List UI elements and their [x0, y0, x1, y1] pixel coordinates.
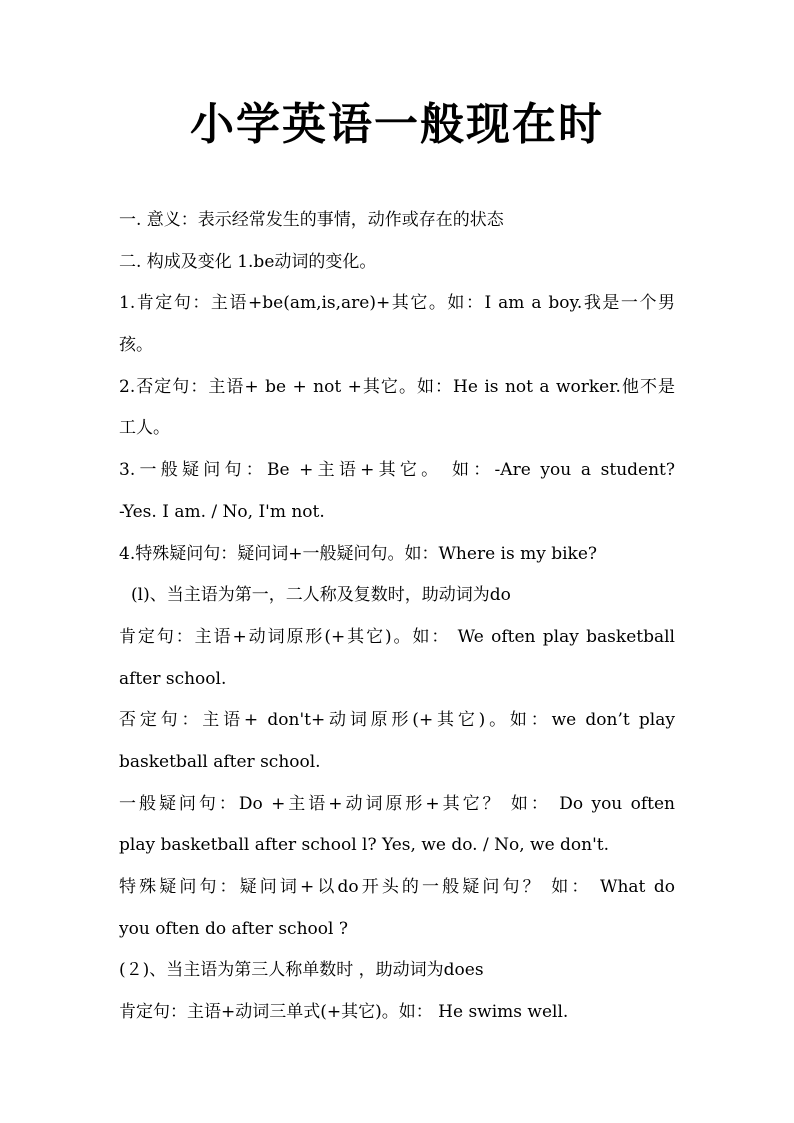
- structure-heading-line: 二. 构成及变化 1.be动词的变化。: [119, 251, 377, 272]
- special-question-do-line: 特殊疑问句：疑问词+以do开头的一般疑问句？ 如： What do: [119, 877, 675, 897]
- affirmative-does-line: 肯定句：主语+动词三单式(+其它)。如： He swims well.: [119, 1002, 569, 1023]
- special-question-be-line: 4.特殊疑问句：疑问词+一般疑问句。如：Where is my bike?: [119, 543, 598, 564]
- general-question-be-answer-line: -Yes. I am. / No, I'm not.: [119, 501, 325, 522]
- negative-be-line: 2.否定句：主语+ be + not +其它。如：He is not a worker.他不是: [119, 376, 675, 397]
- general-question-do-line: 一般疑问句：Do +主语+动词原形+其它？ 如： Do you often: [119, 793, 675, 814]
- general-question-do-line-continued: play basketball after school l? Yes, we do. / No, we don't.: [119, 835, 610, 856]
- special-question-do-line-continued: you often do after school ?: [119, 918, 348, 939]
- do-auxiliary-heading-line: (l)、当主语为第一，二人称及复数时，助动词为do: [131, 585, 511, 606]
- negative-be-line-continued: 工人。: [119, 418, 170, 439]
- negative-do-line-continued: basketball after school.: [119, 751, 321, 772]
- negative-do-line: 否定句：主语+ don't+动词原形(+其它)。如：we don’t play: [119, 710, 675, 731]
- definition-line: 一. 意义：表示经常发生的事情，动作或存在的状态: [119, 210, 504, 230]
- general-question-be-line: 3.一般疑问句：Be +主语+其它。 如：-Are you a student?: [119, 460, 675, 481]
- does-auxiliary-heading-line: (２)、当主语为第三人称单数时 ，助动词为does: [119, 960, 484, 981]
- affirmative-do-line-continued: after school.: [119, 668, 227, 689]
- affirmative-be-line-continued: 孩。: [119, 335, 153, 356]
- affirmative-do-line: 肯定句：主语+动词原形(+其它)。如： We often play basketball: [119, 626, 675, 647]
- affirmative-be-line: 1.肯定句：主语+be(am,is,are)+其它。如：I am a boy.我是一个男: [119, 293, 675, 314]
- document-title: 小学英语一般现在时: [190, 99, 604, 150]
- document-body: [119, 200, 675, 1034]
